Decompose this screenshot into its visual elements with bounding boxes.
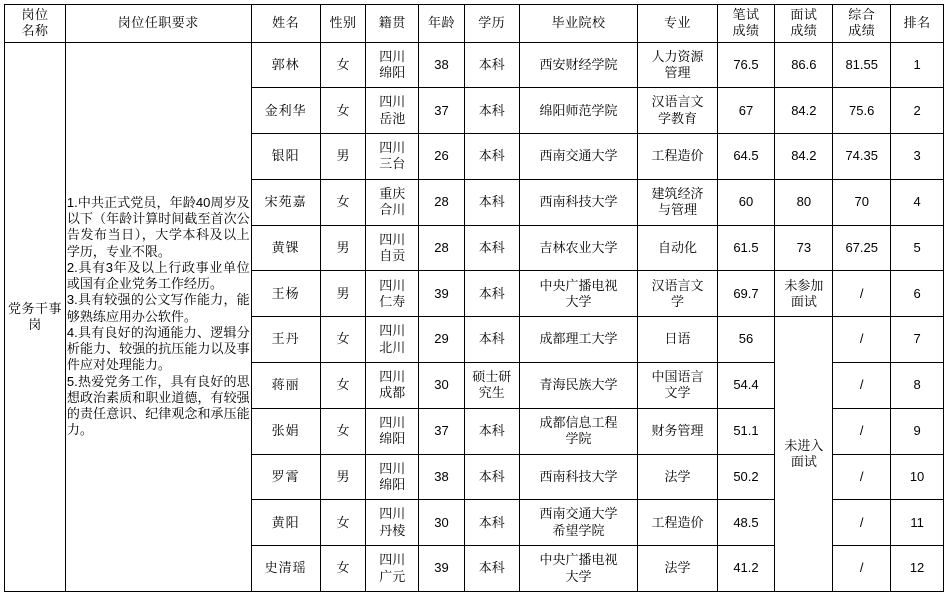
candidate-gender-cell: 男: [320, 225, 366, 271]
candidate-rank-cell: 9: [891, 408, 944, 454]
header-requirements: [65, 5, 251, 43]
header-gender-label: 性别: [329, 15, 357, 31]
candidate-total-score-cell: /: [833, 271, 891, 317]
candidate-education-cell: 本科: [464, 454, 519, 500]
table-row: [5, 42, 944, 88]
candidate-hometown-cell: 重庆 合川: [366, 179, 419, 225]
candidate-school-cell: 吉林农业大学: [519, 225, 638, 271]
header-post-name-label: 岗位 名称: [21, 7, 49, 39]
candidate-rank-cell: 7: [891, 317, 944, 363]
candidate-age-cell: 37: [419, 88, 465, 134]
header-post-name: [5, 5, 66, 43]
candidate-gender-cell: 女: [320, 179, 366, 225]
candidate-written-score-cell: 76.5: [717, 42, 775, 88]
candidate-hometown-cell: 四川 成都: [366, 362, 419, 408]
candidate-major-cell: 中国语言 文学: [638, 362, 717, 408]
candidate-hometown-cell: 四川 自贡: [366, 225, 419, 271]
table-body: [5, 42, 944, 592]
candidate-rank-cell: 6: [891, 271, 944, 317]
candidate-total-score-cell: /: [833, 546, 891, 592]
candidate-total-score-cell: 67.25: [833, 225, 891, 271]
candidate-results-table: [4, 4, 944, 592]
candidate-major-cell: 汉语言文 学教育: [638, 88, 717, 134]
requirement-line: 1.中共正式党员，年龄40周岁及以下（年龄计算时间截至首次公告发布当日），大学本科及以上学历，专业不限。: [66, 194, 250, 259]
candidate-major-cell: 工程造价: [638, 500, 717, 546]
candidate-age-cell: 38: [419, 42, 465, 88]
candidate-age-cell: 37: [419, 408, 465, 454]
header-school: [519, 5, 638, 43]
header-interview-score: [775, 5, 833, 43]
header-name-label: 姓名: [272, 15, 300, 31]
candidate-school-cell: 西南科技大学: [519, 454, 638, 500]
candidate-total-score-cell: /: [833, 362, 891, 408]
interview-status-cell: 未进入 面试: [775, 317, 833, 592]
candidate-education-cell: 本科: [464, 271, 519, 317]
candidate-education-cell: 本科: [464, 500, 519, 546]
candidate-major-cell: 日语: [638, 317, 717, 363]
candidate-gender-cell: 女: [320, 42, 366, 88]
candidate-total-score-cell: /: [833, 408, 891, 454]
candidate-interview-score-cell: 84.2: [775, 134, 833, 180]
candidate-gender-cell: 男: [320, 134, 366, 180]
header-total-score-label: 综合 成绩: [848, 7, 876, 39]
candidate-education-cell: 本科: [464, 225, 519, 271]
candidate-hometown-cell: 四川 丹棱: [366, 500, 419, 546]
header-written-score-label: 笔试 成绩: [732, 7, 760, 39]
candidate-gender-cell: 女: [320, 546, 366, 592]
candidate-school-cell: 西南科技大学: [519, 179, 638, 225]
candidate-hometown-cell: 四川 广元: [366, 546, 419, 592]
candidate-hometown-cell: 四川 岳池: [366, 88, 419, 134]
candidate-school-cell: 西南交通大学 希望学院: [519, 500, 638, 546]
candidate-hometown-cell: 四川 仁寿: [366, 271, 419, 317]
candidate-school-cell: 西南交通大学: [519, 134, 638, 180]
candidate-name-cell: 史清瑶: [251, 546, 320, 592]
requirement-line: 3.具有较强的公文写作能力，能够熟练应用办公软件。: [66, 292, 250, 324]
candidate-interview-score-cell: 84.2: [775, 88, 833, 134]
post-name-cell: 党务干事岗: [5, 42, 66, 592]
candidate-name-cell: 金利华: [251, 88, 320, 134]
candidate-school-cell: 中央广播电视 大学: [519, 546, 638, 592]
candidate-hometown-cell: 四川 绵阳: [366, 454, 419, 500]
candidate-name-cell: 蒋丽: [251, 362, 320, 408]
candidate-hometown-cell: 四川 绵阳: [366, 42, 419, 88]
candidate-total-score-cell: /: [833, 317, 891, 363]
candidate-written-score-cell: 60: [717, 179, 775, 225]
candidate-education-cell: 本科: [464, 546, 519, 592]
candidate-name-cell: 银阳: [251, 134, 320, 180]
candidate-rank-cell: 12: [891, 546, 944, 592]
candidate-written-score-cell: 51.1: [717, 408, 775, 454]
interview-status-cell: 未参加 面试: [775, 271, 833, 317]
candidate-education-cell: 硕士研 究生: [464, 362, 519, 408]
header-education-label: 学历: [478, 15, 506, 31]
candidate-total-score-cell: 74.35: [833, 134, 891, 180]
candidate-total-score-cell: 75.6: [833, 88, 891, 134]
header-hometown-label: 籍贯: [378, 15, 406, 31]
candidate-gender-cell: 男: [320, 271, 366, 317]
candidate-written-score-cell: 41.2: [717, 546, 775, 592]
header-name: [251, 5, 320, 43]
header-interview-score-label: 面试 成绩: [790, 7, 818, 39]
candidate-education-cell: 本科: [464, 317, 519, 363]
header-rank: [891, 5, 944, 43]
candidate-name-cell: 郭林: [251, 42, 320, 88]
candidate-age-cell: 39: [419, 546, 465, 592]
candidate-interview-score-cell: 73: [775, 225, 833, 271]
candidate-rank-cell: 11: [891, 500, 944, 546]
header-written-score: [717, 5, 775, 43]
candidate-written-score-cell: 61.5: [717, 225, 775, 271]
candidate-name-cell: 张娟: [251, 408, 320, 454]
candidate-school-cell: 成都理工大学: [519, 317, 638, 363]
candidate-total-score-cell: 70: [833, 179, 891, 225]
header-rank-label: 排名: [903, 15, 931, 31]
candidate-age-cell: 30: [419, 362, 465, 408]
requirement-line: 5.热爱党务工作，具有良好的思想政治素质和职业道德，有较强的责任意识、纪律观念和承压能力。: [66, 373, 250, 438]
candidate-name-cell: 王丹: [251, 317, 320, 363]
candidate-education-cell: 本科: [464, 134, 519, 180]
candidate-interview-score-cell: 80: [775, 179, 833, 225]
candidate-major-cell: 财务管理: [638, 408, 717, 454]
header-major: [638, 5, 717, 43]
candidate-education-cell: 本科: [464, 88, 519, 134]
candidate-rank-cell: 1: [891, 42, 944, 88]
candidate-education-cell: 本科: [464, 179, 519, 225]
candidate-age-cell: 28: [419, 179, 465, 225]
candidate-major-cell: 汉语言文 学: [638, 271, 717, 317]
candidate-age-cell: 26: [419, 134, 465, 180]
candidate-major-cell: 建筑经济 与管理: [638, 179, 717, 225]
candidate-education-cell: 本科: [464, 408, 519, 454]
candidate-rank-cell: 8: [891, 362, 944, 408]
candidate-name-cell: 王杨: [251, 271, 320, 317]
table-header-row: [5, 5, 944, 43]
candidate-name-cell: 黄阳: [251, 500, 320, 546]
candidate-major-cell: 自动化: [638, 225, 717, 271]
header-total-score: [833, 5, 891, 43]
candidate-total-score-cell: /: [833, 500, 891, 546]
candidate-gender-cell: 女: [320, 500, 366, 546]
candidate-written-score-cell: 64.5: [717, 134, 775, 180]
candidate-age-cell: 28: [419, 225, 465, 271]
candidate-gender-cell: 女: [320, 362, 366, 408]
header-education: [464, 5, 519, 43]
header-major-label: 专业: [663, 15, 691, 31]
candidate-gender-cell: 女: [320, 317, 366, 363]
candidate-written-score-cell: 54.4: [717, 362, 775, 408]
candidate-major-cell: 工程造价: [638, 134, 717, 180]
header-age-label: 年龄: [427, 15, 455, 31]
candidate-school-cell: 青海民族大学: [519, 362, 638, 408]
candidate-school-cell: 绵阳师范学院: [519, 88, 638, 134]
candidate-written-score-cell: 48.5: [717, 500, 775, 546]
candidate-school-cell: 成都信息工程 学院: [519, 408, 638, 454]
candidate-total-score-cell: /: [833, 454, 891, 500]
header-age: [419, 5, 465, 43]
candidate-rank-cell: 2: [891, 88, 944, 134]
candidate-age-cell: 38: [419, 454, 465, 500]
candidate-written-score-cell: 69.7: [717, 271, 775, 317]
candidate-major-cell: 法学: [638, 546, 717, 592]
candidate-name-cell: 黄锞: [251, 225, 320, 271]
candidate-major-cell: 人力资源 管理: [638, 42, 717, 88]
candidate-rank-cell: 5: [891, 225, 944, 271]
header-school-label: 毕业院校: [551, 15, 606, 31]
candidate-rank-cell: 3: [891, 134, 944, 180]
candidate-written-score-cell: 50.2: [717, 454, 775, 500]
candidate-gender-cell: 女: [320, 88, 366, 134]
candidate-name-cell: 宋苑嘉: [251, 179, 320, 225]
candidate-school-cell: 西安财经学院: [519, 42, 638, 88]
candidate-age-cell: 39: [419, 271, 465, 317]
candidate-school-cell: 中央广播电视 大学: [519, 271, 638, 317]
candidate-written-score-cell: 67: [717, 88, 775, 134]
candidate-hometown-cell: 四川 北川: [366, 317, 419, 363]
candidate-rank-cell: 10: [891, 454, 944, 500]
candidate-rank-cell: 4: [891, 179, 944, 225]
candidate-written-score-cell: 56: [717, 317, 775, 363]
candidate-interview-score-cell: 86.6: [775, 42, 833, 88]
candidate-total-score-cell: 81.55: [833, 42, 891, 88]
candidate-education-cell: 本科: [464, 42, 519, 88]
candidate-age-cell: 29: [419, 317, 465, 363]
requirements-cell: [65, 42, 251, 592]
candidate-age-cell: 30: [419, 500, 465, 546]
candidate-hometown-cell: 四川 绵阳: [366, 408, 419, 454]
candidate-major-cell: 法学: [638, 454, 717, 500]
candidate-name-cell: 罗霄: [251, 454, 320, 500]
candidate-gender-cell: 女: [320, 408, 366, 454]
requirement-line: 4.具有良好的沟通能力、逻辑分析能力、较强的抗压能力以及事件应对处理能力。: [66, 324, 250, 373]
requirement-line: 2.具有3年及以上行政事业单位或国有企业党务工作经历。: [66, 259, 250, 292]
header-requirements-label: 岗位任职要求: [117, 15, 199, 31]
header-hometown: [366, 5, 419, 43]
candidate-hometown-cell: 四川 三台: [366, 134, 419, 180]
header-gender: [320, 5, 366, 43]
candidate-gender-cell: 男: [320, 454, 366, 500]
